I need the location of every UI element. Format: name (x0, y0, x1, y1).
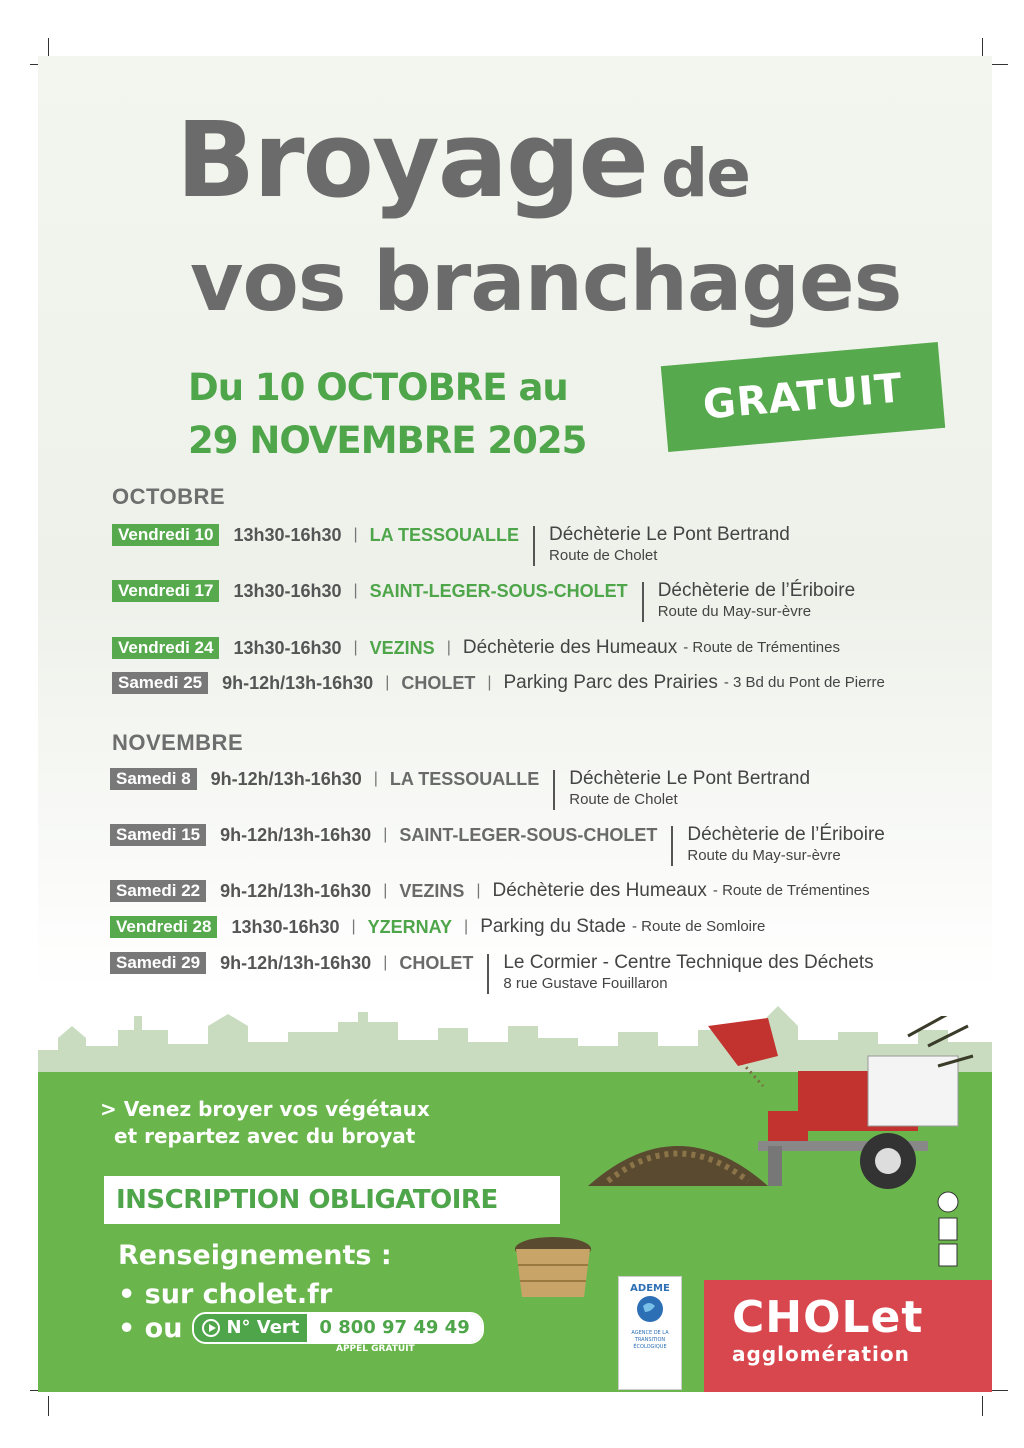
separator: | (383, 954, 388, 971)
time-slot: 9h-12h/13h-16h30 (222, 673, 374, 693)
title-line-2: vos branchages (190, 235, 902, 330)
day-tag: Vendredi 28 (110, 916, 217, 938)
day-tag: Samedi 22 (110, 880, 206, 902)
numero-vert[interactable] (192, 1312, 483, 1344)
separator: | (476, 882, 481, 899)
location (569, 768, 810, 810)
renseignements-title: Renseignements : (118, 1240, 392, 1271)
place-name: Déchèterie Le Pont Bertrand (569, 768, 811, 789)
place-address: Route du May-sur-èvre (657, 603, 812, 620)
renseignements-site[interactable]: • sur cholet.fr (118, 1279, 333, 1310)
divider (671, 826, 673, 866)
location (687, 824, 885, 866)
day-tag: Samedi 15 (110, 824, 206, 846)
place-name: Parking Parc des Prairies (503, 672, 718, 693)
place-address: - Route de Somloire (631, 918, 766, 935)
city-name: VEZINS (399, 881, 465, 901)
day-tag: Samedi 8 (110, 768, 197, 790)
city-name: SAINT-LEGER-SOUS-CHOLET (399, 825, 658, 845)
schedule-row (112, 580, 855, 622)
appel-gratuit: APPEL GRATUIT (336, 1344, 415, 1354)
schedule-row (110, 824, 885, 866)
separator: | (446, 639, 451, 656)
separator: | (385, 674, 390, 691)
title-de: de (660, 135, 749, 212)
separator: | (487, 674, 492, 691)
time-slot: 9h-12h/13h-16h30 (220, 953, 372, 973)
cholet-agglomeration-logo (704, 1280, 992, 1392)
crop-mark (48, 38, 49, 58)
crate-illustration (508, 1231, 598, 1301)
separator: | (353, 582, 358, 599)
renseignements (118, 1236, 448, 1314)
separator: | (351, 918, 356, 935)
time-slot: 13h30-16h30 (233, 581, 342, 601)
date-range (188, 361, 608, 467)
separator: | (353, 639, 358, 656)
ademe-name: ADEME (630, 1283, 670, 1294)
time-slot: 9h-12h/13h-16h30 (220, 881, 372, 901)
place-name: Déchèterie de l’Ériboire (657, 580, 856, 601)
place-address: - 3 Bd du Pont de Pierre (723, 674, 885, 691)
city-name: SAINT-LEGER-SOUS-CHOLET (369, 581, 628, 601)
month-heading-octobre: OCTOBRE (112, 484, 226, 509)
cholet-name: CHOLet (732, 1292, 924, 1343)
place-address: - Route de Trémentines (683, 639, 840, 656)
phone-row (118, 1312, 484, 1344)
crop-mark (990, 64, 1008, 65)
title-line-1 (176, 99, 749, 221)
cholet-subtitle: agglomération (732, 1342, 910, 1366)
separator: | (353, 526, 358, 543)
schedule-row (110, 880, 870, 902)
play-icon (202, 1319, 220, 1337)
divider (642, 582, 644, 622)
city-name: CHOLET (401, 673, 476, 693)
separator: | (383, 882, 388, 899)
time-slot: 13h30-16h30 (233, 638, 342, 658)
schedule-row (110, 768, 810, 810)
day-tag: Samedi 29 (110, 952, 206, 974)
day-tag: Vendredi 10 (112, 524, 219, 546)
recycling-icons (936, 1190, 960, 1268)
place-address: 8 rue Gustave Fouillaron (503, 975, 668, 992)
place-name: Parking du Stade (480, 916, 626, 937)
location (549, 524, 790, 566)
time-slot: 13h30-16h30 (231, 917, 340, 937)
day-tag: Vendredi 17 (112, 580, 219, 602)
date-line-2: 29 NOVEMBRE 2025 (188, 419, 587, 462)
crop-mark (48, 1396, 49, 1416)
place-address: Route du May-sur-èvre (687, 847, 841, 864)
city-name: LA TESSOUALLE (369, 525, 520, 545)
place-name: Déchèterie Le Pont Bertrand (549, 524, 790, 545)
venez-line-2: et repartez avec du broyat (114, 1124, 416, 1148)
month-heading-novembre: NOVEMBRE (112, 730, 244, 755)
divider (553, 770, 555, 810)
place-address: Route de Cholet (549, 547, 658, 564)
separator: | (383, 826, 388, 843)
venez-line-1: > Venez broyer vos végétaux (100, 1097, 430, 1121)
place-address: Route de Cholet (569, 791, 678, 808)
crop-mark (990, 1390, 1008, 1391)
time-slot: 9h-12h/13h-16h30 (220, 825, 372, 845)
day-tag: Vendredi 24 (112, 637, 219, 659)
place-name: Déchèterie de l’Ériboire (687, 824, 885, 845)
schedule-row (112, 672, 885, 694)
poster (38, 56, 992, 1392)
venez-text (100, 1096, 460, 1150)
numero-vert-label-box (194, 1314, 307, 1342)
day-tag: Samedi 25 (112, 672, 208, 694)
city-name: LA TESSOUALLE (389, 769, 540, 789)
crop-mark (982, 38, 983, 58)
wood-chipper-illustration (568, 1016, 978, 1206)
inscription-banner: INSCRIPTION OBLIGATOIRE (104, 1176, 560, 1224)
date-line-1: Du 10 OCTOBRE au (188, 366, 568, 409)
time-slot: 13h30-16h30 (233, 525, 342, 545)
ademe-logo (618, 1276, 682, 1390)
numero-vert-label: N° Vert (226, 1317, 300, 1338)
title-broyage: Broyage (176, 99, 647, 221)
schedule-row (110, 916, 765, 938)
divider (533, 526, 535, 566)
separator: | (373, 770, 378, 787)
city-name: CHOLET (399, 953, 474, 973)
gratuit-badge: GRATUIT (661, 342, 945, 452)
separator: | (464, 918, 469, 935)
globe-icon (635, 1294, 665, 1324)
city-name: VEZINS (369, 638, 435, 658)
place-address: - Route de Trémentines (712, 882, 870, 899)
schedule-row (112, 524, 790, 566)
crop-mark (982, 1396, 983, 1416)
place-name: Déchèterie des Humeaux (492, 880, 707, 901)
numero-vert-number: 0 800 97 49 49 (307, 1314, 481, 1342)
location (658, 580, 856, 622)
renseignements-ou: • ou (118, 1312, 183, 1344)
place-name: Déchèterie des Humeaux (462, 637, 678, 658)
time-slot: 9h-12h/13h-16h30 (210, 769, 362, 789)
schedule-row (112, 637, 840, 659)
city-name: YZERNAY (367, 917, 453, 937)
ademe-subtitle: AGENCE DE LA TRANSITION ÉCOLOGIQUE (631, 1330, 669, 1350)
place-name: Le Cormier - Centre Technique des Déchets (503, 952, 874, 973)
